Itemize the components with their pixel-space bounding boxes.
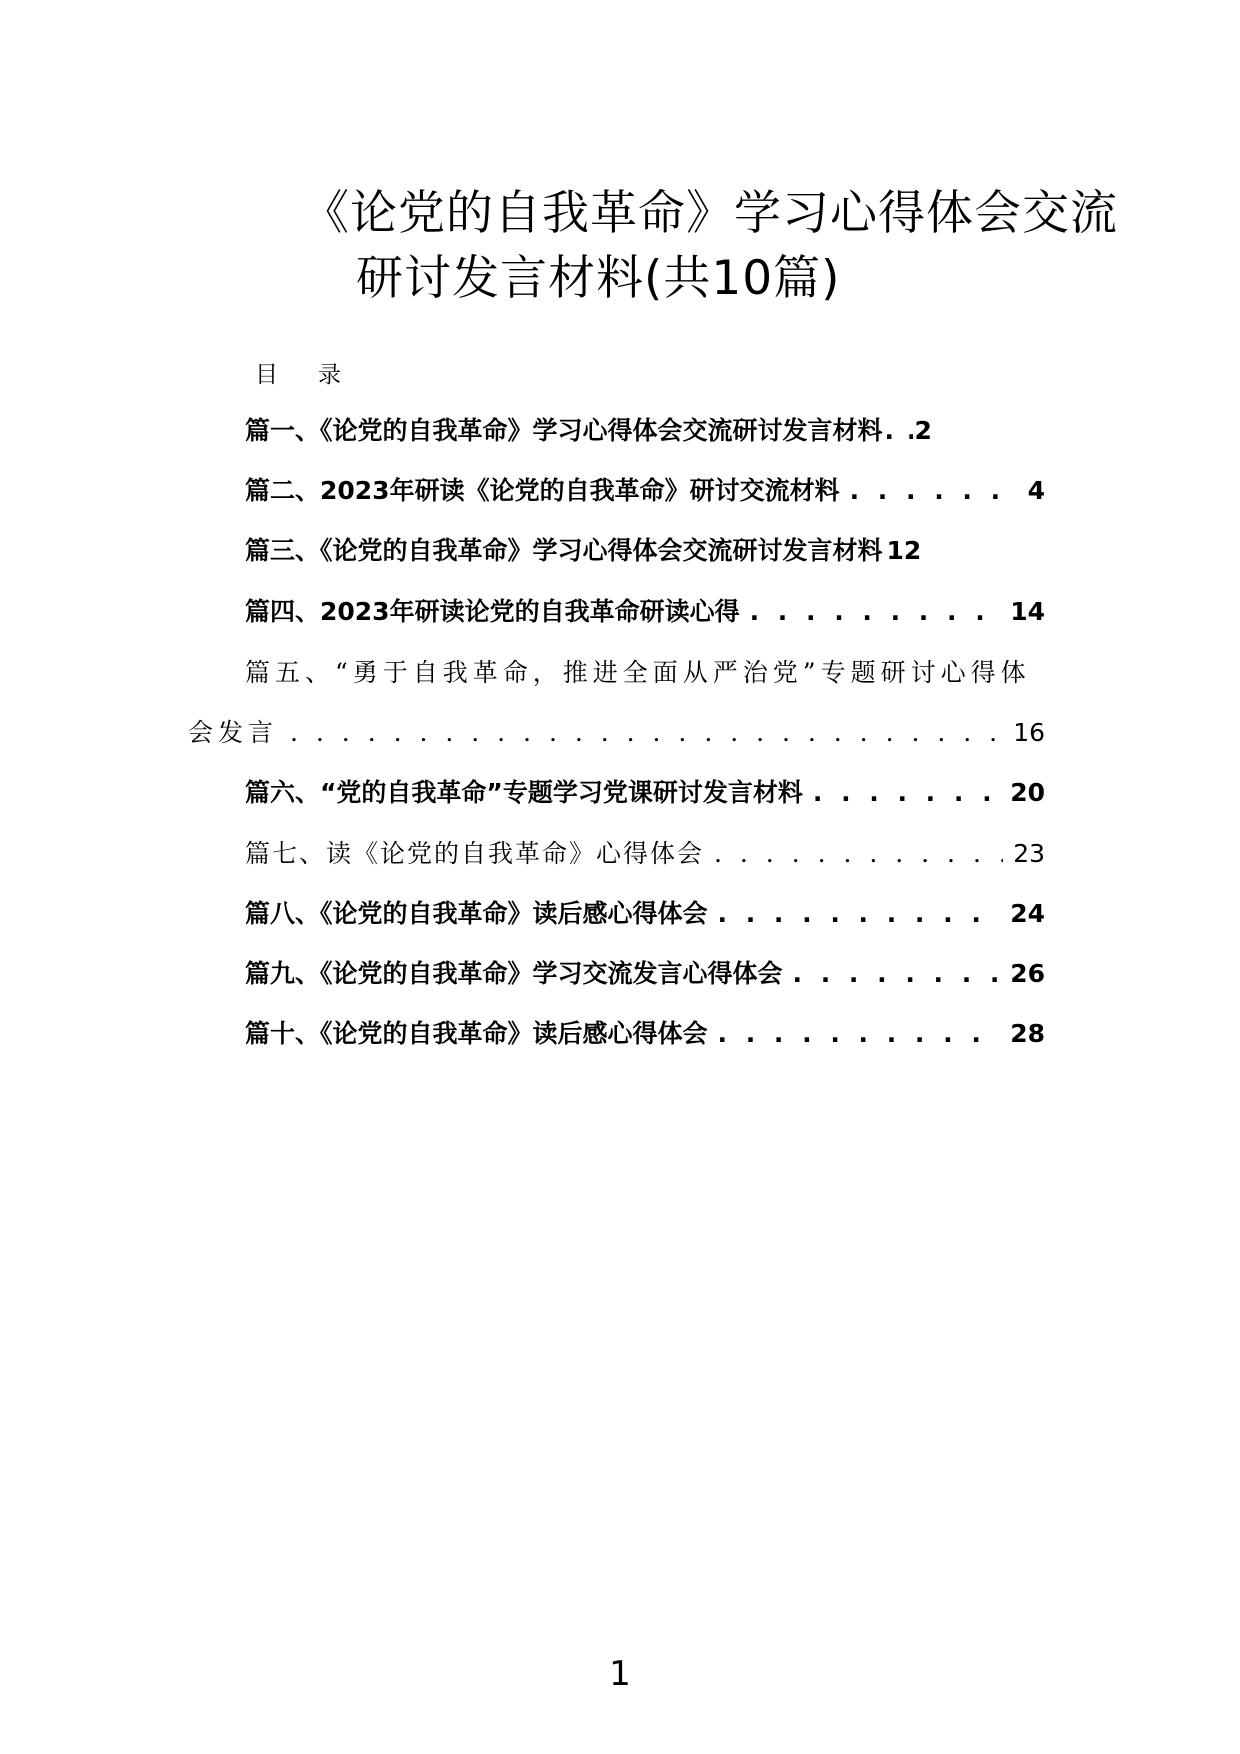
toc-page-number[interactable]: 16	[1013, 718, 1045, 747]
toc-leader-dots	[885, 416, 913, 445]
toc-entry-5-line1[interactable]: 篇五、“勇于自我革命，推进全面从严治党”专题研讨心得体	[245, 658, 1031, 687]
toc-entry-8[interactable]	[245, 894, 1045, 928]
toc-page-number[interactable]: 12	[886, 536, 922, 565]
toc-heading	[255, 356, 341, 389]
toc-entry-label[interactable]: 篇一、《论党的自我革命》学习心得体会交流研讨发言材料	[245, 416, 883, 445]
document-title-line2: 研讨发言材料(共10篇)	[356, 251, 841, 306]
toc-entry-7[interactable]	[245, 834, 1045, 868]
toc-leader-dots	[718, 1019, 1001, 1048]
toc-page-number[interactable]: 2	[914, 416, 932, 445]
toc-page-number[interactable]: 14	[1010, 597, 1045, 626]
toc-heading-char1: 目	[255, 362, 278, 388]
toc-page-number[interactable]: 4	[1027, 476, 1045, 505]
toc-entry-2[interactable]	[245, 471, 1045, 505]
toc-entry-10[interactable]	[245, 1014, 1045, 1048]
toc-entry-3[interactable]	[245, 531, 1045, 565]
toc-entry-label[interactable]: 篇九、《论党的自我革命》学习交流发言心得体会	[245, 959, 783, 988]
toc-entry-label[interactable]: 篇十、《论党的自我革命》读后感心得体会	[245, 1019, 708, 1048]
toc-page-number[interactable]: 26	[1010, 959, 1045, 988]
toc-page-number[interactable]: 20	[1010, 778, 1045, 807]
toc-entry-label[interactable]: 篇二、2023年研读《论党的自我革命》研讨交流材料	[245, 476, 840, 505]
toc-entry-4[interactable]	[245, 592, 1045, 626]
toc-entry-1[interactable]	[245, 411, 1045, 445]
toc-entry-5-line2[interactable]	[188, 713, 1045, 747]
toc-leader-dots	[850, 476, 1018, 505]
toc-leader-dots	[750, 597, 1001, 626]
toc-leader-dots	[290, 718, 1001, 747]
toc-leader-dots	[813, 778, 1000, 807]
toc-entry-label[interactable]: 篇三、《论党的自我革命》学习心得体会交流研讨发言材料	[245, 536, 883, 565]
toc-entry-label[interactable]: 会发言	[188, 718, 279, 747]
toc-page-number[interactable]: 24	[1010, 899, 1045, 928]
toc-leader-dots	[718, 899, 1001, 928]
toc-leader-dots	[714, 839, 1003, 868]
toc-entry-label[interactable]: 篇八、《论党的自我革命》读后感心得体会	[245, 899, 708, 928]
toc-entry-9[interactable]	[245, 954, 1045, 988]
toc-page-number[interactable]: 28	[1010, 1019, 1045, 1048]
document-title-line1: 《论党的自我革命》学习心得体会交流	[302, 186, 1118, 241]
toc-entry-label[interactable]: 篇六、“党的自我革命”专题学习党课研讨发言材料	[245, 778, 803, 807]
toc-page-number[interactable]: 23	[1013, 839, 1045, 868]
toc-heading-char2: 录	[318, 362, 341, 388]
toc-entry-6[interactable]	[245, 773, 1045, 807]
toc-entry-label[interactable]: 篇七、读《论党的自我革命》心得体会	[245, 839, 705, 868]
toc-leader-dots	[793, 959, 1001, 988]
page-number: 1	[609, 1654, 631, 1694]
toc-entry-label[interactable]: 篇四、2023年研读论党的自我革命研读心得	[245, 597, 740, 626]
